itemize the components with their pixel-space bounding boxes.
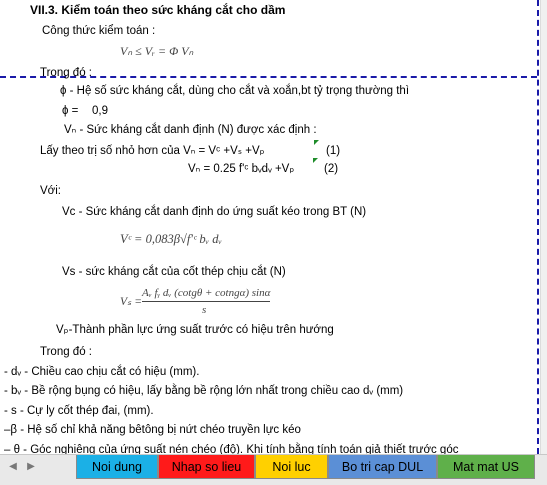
cell-comment-marker[interactable] [313, 158, 318, 163]
vs-formula-denominator: s [202, 304, 207, 316]
vn-eq2: Vₙ = 0.25 f'ᶜ bᵥdᵥ +Vₚ [188, 163, 295, 175]
phi-value[interactable]: 0,9 [92, 105, 108, 117]
fraction-bar [142, 301, 270, 302]
section-heading: VII.3. Kiểm toán theo sức kháng cắt cho dầm [30, 3, 286, 17]
theta-definition-partial: – θ - Góc nghiêng của ứng suất nén chéo (độ). Khi tính bằng tính toán giả thiết trước góc [4, 444, 459, 454]
tab-noi-dung[interactable]: Noi dung [76, 455, 158, 479]
formula-main: Vₙ ≤ Vᵣ = Φ Vₙ [120, 44, 194, 58]
take-min-line: Lấy theo trị số nhỏ hơn của Vₙ = Vᶜ +Vₛ +Vₚ [40, 145, 265, 157]
eq1-tag: (1) [326, 145, 341, 157]
vs-formula-numerator: Aᵥ fᵧ dᵥ (cotgθ + cotngα) sinα [142, 287, 271, 299]
tab-mat-mat-us[interactable]: Mat mat US [437, 455, 535, 479]
bv-definition: - bᵥ - Bề rộng bụng có hiệu, lấy bằng bề rộng lớn nhất trong chiều cao dᵥ (mm) [4, 385, 404, 397]
sheet-tab-bar [0, 454, 547, 485]
vs-formula [120, 286, 280, 320]
phi-value-label: ϕ = [62, 105, 79, 117]
vc-definition: Vc - Sức kháng cắt danh định do ứng suất kéo trong BT (N) [62, 206, 367, 218]
page-break-vertical [537, 0, 539, 454]
tab-scroll-prev-icon[interactable]: ◀ [9, 461, 17, 472]
s-definition: - s - Cự ly cốt thép đai, (mm). [4, 405, 154, 417]
tab-bo-tri-cap-dul[interactable]: Bo tri cap DUL [328, 455, 437, 479]
eq2-tag: (2) [324, 163, 339, 175]
dv-definition: - dᵥ - Chiều cao chịu cắt có hiệu (mm). [4, 366, 200, 378]
vs-formula-lhs: Vₛ = [120, 296, 142, 308]
vc-formula: Vᶜ = 0,083β√f'ᶜ bᵥ dᵥ [120, 232, 222, 246]
tab-scroll-next-icon[interactable]: ▶ [27, 461, 35, 472]
vs-definition: Vs - sức kháng cắt của cốt thép chịu cắt (N) [62, 266, 286, 278]
cell-comment-marker[interactable] [314, 140, 319, 145]
tab-noi-luc[interactable]: Noi luc [255, 455, 328, 479]
vertical-scrollbar[interactable] [540, 0, 547, 454]
formula-label: Công thức kiểm toán : [42, 25, 156, 37]
where-label-2: Trong đó : [40, 346, 92, 358]
tab-nhap-so-lieu[interactable]: Nhap so lieu [158, 455, 255, 479]
phi-definition: ϕ - Hệ số sức kháng cắt, dùng cho cắt và xoắn,bt tỷ trọng thường thì [60, 85, 410, 97]
vp-definition: Vₚ-Thành phần lực ứng suất trước có hiệu trên hướng [56, 324, 334, 336]
vn-definition: Vₙ - Sức kháng cắt danh định (N) được xác định : [64, 124, 317, 136]
beta-definition: –β - Hệ số chỉ khả năng bêtông bị nứt chéo truyền lực kéo [4, 424, 301, 436]
where-label: Trong đó : [40, 67, 92, 79]
with-label: Với: [40, 185, 61, 197]
